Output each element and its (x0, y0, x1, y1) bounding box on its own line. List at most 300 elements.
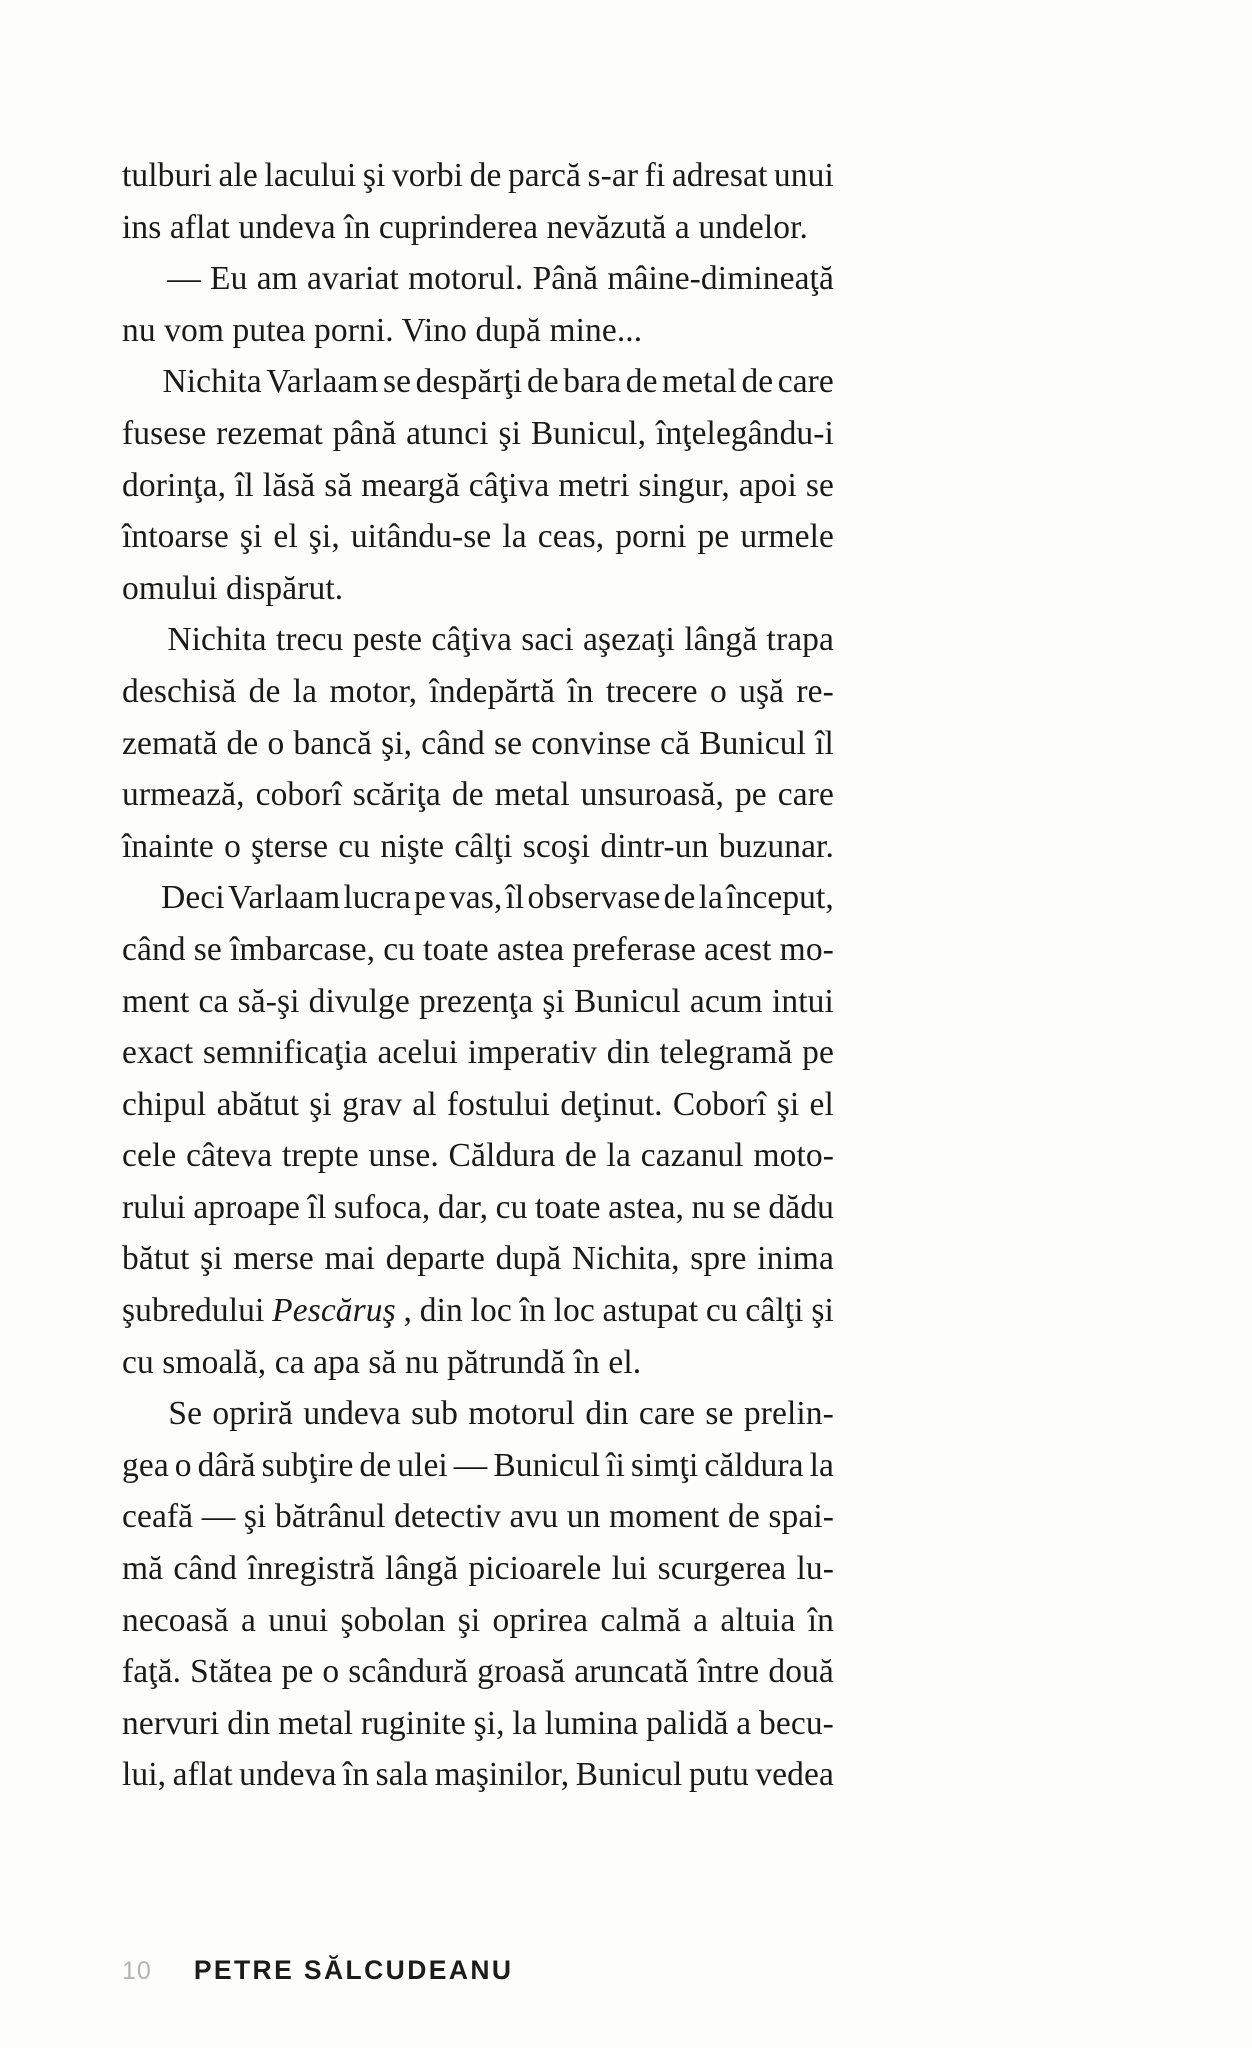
paragraph-indent (122, 872, 158, 924)
word: şi, (308, 518, 340, 556)
word: trapa (766, 621, 834, 659)
word: bancă (293, 724, 373, 762)
word: fi (644, 157, 666, 194)
text-line (122, 872, 834, 924)
word: am (256, 260, 298, 298)
word: a (693, 1601, 709, 1639)
word: urmele (740, 518, 834, 556)
word: mâine-dimineaţă (607, 260, 834, 298)
word: uitându-se (350, 518, 492, 556)
word: de (526, 363, 559, 401)
word: de (469, 157, 502, 194)
word: de (625, 363, 658, 401)
word: spai- (768, 1498, 834, 1536)
word: el (273, 518, 298, 556)
word: căldura (704, 1446, 804, 1484)
word: dintr-un (600, 827, 709, 865)
word: nişte (380, 827, 445, 865)
word: nu (691, 1188, 726, 1226)
word: la (502, 518, 527, 556)
text-line (122, 821, 834, 873)
text-line (122, 150, 834, 202)
word: undeva (239, 1756, 337, 1794)
word: metri (558, 466, 630, 504)
word: câţiva (468, 466, 550, 504)
text-line (122, 924, 834, 976)
running-head-author: PETRE SĂLCUDEANU (193, 1955, 514, 1985)
word: deţinut. (560, 1085, 663, 1123)
word: de (741, 363, 774, 401)
word: se (493, 724, 523, 762)
word: şi, (473, 1704, 505, 1742)
word: o (174, 1446, 192, 1484)
text-line (122, 1646, 834, 1698)
word: şi (239, 518, 263, 556)
word: vas, (448, 879, 503, 917)
word: când (421, 724, 485, 762)
word: când (122, 930, 186, 968)
word: îl (235, 466, 254, 504)
word: de (663, 879, 696, 917)
word: Bunicul (575, 1756, 683, 1794)
word: aflat (172, 1756, 233, 1794)
word: fostului (446, 1085, 551, 1123)
word: şi (457, 1601, 481, 1639)
word: şi, (381, 724, 413, 762)
page-footer (122, 1955, 513, 1986)
word: sufoca, (333, 1188, 431, 1226)
word: şi (498, 414, 521, 452)
word: îi (606, 1446, 625, 1484)
word: pe (802, 1034, 834, 1072)
text-line (122, 769, 834, 821)
word: undeva (303, 1395, 401, 1433)
text-line (122, 614, 834, 666)
word: şi (776, 1085, 800, 1123)
word: avariat (307, 260, 399, 298)
word: să-şi (237, 982, 300, 1020)
word: sala (375, 1756, 429, 1794)
word: mo- (779, 930, 834, 968)
word: care (638, 1395, 696, 1433)
word: ceafă (122, 1498, 194, 1536)
text-line: ins aflat undeva în cuprinderea nevăzută a undelor. (122, 208, 808, 246)
word: şubredului (122, 1292, 265, 1330)
word: că (660, 724, 691, 762)
word: câţiva (431, 621, 512, 659)
word: când (173, 1550, 238, 1588)
word: un (566, 1498, 601, 1536)
word: Nichita, (571, 1240, 680, 1278)
text-line (122, 511, 834, 563)
text-line (122, 408, 834, 460)
text-line (122, 1491, 834, 1543)
word: să (324, 466, 353, 504)
word: înregistră (247, 1550, 375, 1588)
word: observase (527, 879, 661, 917)
text-line (122, 1698, 834, 1750)
word: toate (423, 930, 489, 968)
word: prelin- (743, 1395, 834, 1433)
word: Nichita (167, 621, 267, 659)
word: Deci (161, 879, 225, 917)
word: aproape (193, 1188, 301, 1226)
text-line (122, 1440, 834, 1492)
word: atunci (406, 414, 489, 452)
word: de (248, 672, 281, 710)
word: palidă (646, 1704, 729, 1742)
word: din (227, 1704, 271, 1742)
word: înainte (122, 827, 214, 865)
text-line (122, 718, 834, 770)
word: grav (342, 1085, 403, 1123)
word: ulei (397, 1446, 448, 1484)
word: a (736, 1704, 752, 1742)
paragraph-indent (122, 1388, 158, 1440)
word: la (809, 1446, 834, 1484)
word: motor, (329, 672, 418, 710)
word: fusese (122, 414, 207, 452)
word: îmbarcase, (229, 930, 376, 968)
word: scurgerea (657, 1550, 787, 1588)
text-line (122, 666, 834, 718)
word: urmează, (122, 776, 245, 814)
word: scândură (348, 1653, 469, 1691)
word: şi (243, 1498, 267, 1536)
word: mai (324, 1240, 376, 1278)
word: chipul (122, 1085, 207, 1123)
word: din (419, 1292, 463, 1330)
word: telegramă (659, 1034, 793, 1072)
word: oprirea (492, 1601, 589, 1639)
word: simţi (630, 1446, 699, 1484)
word: şi (362, 157, 386, 194)
word: câlţi (745, 1292, 804, 1330)
italic-title (272, 1285, 396, 1337)
word: singur, (638, 466, 730, 504)
word: de (727, 1498, 760, 1536)
word: metal (278, 1704, 354, 1742)
word: o (224, 827, 241, 865)
word: în (567, 672, 594, 710)
word: vorbi (391, 157, 464, 194)
text-line (122, 1182, 834, 1234)
paragraph-indent (122, 253, 158, 305)
word: dădu (768, 1188, 834, 1226)
word: care (777, 776, 834, 814)
word: lăsă (262, 466, 316, 504)
word: sub (411, 1395, 458, 1433)
word: divulge (308, 982, 410, 1020)
word: motorul (468, 1395, 576, 1433)
text-line (122, 1233, 834, 1285)
word: la (292, 672, 318, 710)
word: lui, (122, 1756, 167, 1794)
word: dâră (197, 1446, 256, 1484)
text-line (122, 976, 834, 1028)
word: tulburi (122, 157, 213, 194)
word: scăriţa (352, 776, 441, 814)
word: necoasă (122, 1601, 229, 1639)
word: şi (542, 982, 565, 1020)
word: bătut (122, 1240, 190, 1278)
paragraph-indent (122, 614, 158, 666)
word: unse. (368, 1137, 439, 1175)
word: moto- (753, 1137, 834, 1175)
word: între (697, 1653, 760, 1691)
word: ca (198, 982, 229, 1020)
word: şi (200, 1240, 223, 1278)
text-line (122, 1285, 834, 1337)
word: unsuroasă, (580, 776, 724, 814)
word: loc (470, 1292, 512, 1330)
word: calmă (600, 1601, 681, 1639)
word: acest (704, 930, 772, 968)
text-line (122, 356, 834, 408)
word: la (606, 1137, 631, 1175)
word: Coborî (672, 1085, 767, 1123)
word: merse (233, 1240, 314, 1278)
word: Bunicul, (530, 414, 647, 452)
word: aruncată (574, 1653, 689, 1691)
word: a (241, 1601, 256, 1639)
word: dorinţa, (122, 466, 227, 504)
word: astea (496, 930, 565, 968)
word: întoarse (122, 518, 229, 556)
word: cu (495, 1188, 528, 1226)
word: spre (690, 1240, 747, 1278)
word: după (495, 1240, 562, 1278)
word: abătut (216, 1085, 300, 1123)
text-line (122, 1079, 834, 1131)
text-line (122, 1388, 834, 1440)
word: din (606, 1034, 650, 1072)
word: Varlaam (266, 363, 379, 401)
word: lumina (544, 1704, 639, 1742)
word: uşă (739, 672, 785, 710)
word: Bunicul (573, 982, 681, 1020)
word: îl (505, 879, 525, 917)
word: — (453, 1446, 488, 1484)
text-line (122, 1595, 834, 1647)
word: Căldura (448, 1137, 556, 1175)
word: s-ar (587, 157, 639, 194)
word: maşinilor, (434, 1756, 570, 1794)
word: coborî (255, 776, 342, 814)
folio-page-number: 10 (122, 1957, 152, 1985)
word: se (805, 466, 834, 504)
word: lacului (264, 157, 357, 194)
word: la (512, 1704, 537, 1742)
word: cu (383, 930, 416, 968)
word: lu- (796, 1550, 834, 1588)
word: de (451, 776, 484, 814)
word: rezemat (216, 414, 323, 452)
word: deschisă (122, 672, 237, 710)
word: până (332, 414, 397, 452)
word: vedea (755, 1756, 834, 1794)
word: peste (352, 621, 423, 659)
word: două (768, 1653, 834, 1691)
word: Bunicul (699, 724, 806, 762)
word: început, (726, 879, 834, 917)
word: departe (385, 1240, 485, 1278)
text-line (122, 1027, 834, 1079)
word: avu (509, 1498, 559, 1536)
word: adresat (671, 157, 768, 194)
word: meargă (361, 466, 460, 504)
word: trecu (275, 621, 344, 659)
word: se (705, 1395, 734, 1433)
word: ment (122, 982, 190, 1020)
word: Stătea (190, 1653, 273, 1691)
word: gea (122, 1446, 169, 1484)
word: în (519, 1292, 546, 1330)
word: de (359, 1446, 392, 1484)
word: parcă (507, 157, 581, 194)
word: re- (796, 672, 834, 710)
paragraph-indent (122, 356, 158, 408)
word: despărţi (415, 363, 523, 401)
word: preferase (572, 930, 697, 968)
word: aşezaţi (583, 621, 675, 659)
word: câteva (186, 1137, 273, 1175)
word: o (267, 724, 285, 762)
word: se (732, 1188, 761, 1226)
text-line (122, 1130, 834, 1182)
word: dar, (437, 1188, 489, 1226)
word: moment (609, 1498, 720, 1536)
word: metal (662, 363, 737, 401)
text-line (122, 1543, 834, 1595)
word: şi (811, 1292, 834, 1330)
word: îl (815, 724, 834, 762)
word: acelui (377, 1034, 459, 1072)
word: opriră (212, 1395, 294, 1433)
word: câlţi (454, 827, 513, 865)
word: cele (122, 1137, 177, 1175)
word: buzunar. (718, 827, 834, 865)
word: putu (688, 1756, 749, 1794)
word: din (585, 1395, 629, 1433)
word: semnificaţia (202, 1034, 368, 1072)
word: de (226, 724, 259, 762)
word: Până (532, 260, 599, 298)
word: care (777, 363, 834, 401)
word: lângă (684, 621, 758, 659)
word: lucra (343, 879, 411, 917)
word: cu (705, 1292, 738, 1330)
word: trepte (281, 1137, 359, 1175)
word: unui (773, 157, 834, 194)
word: groasă (477, 1653, 566, 1691)
word: , (403, 1292, 413, 1330)
word: prezenţa (418, 982, 534, 1020)
word: altuia (720, 1601, 796, 1639)
word: înţelegându-i (655, 414, 834, 452)
word: el (809, 1085, 834, 1123)
word: apoi (738, 466, 797, 504)
word: metal (494, 776, 570, 814)
word: bătrânul (274, 1498, 386, 1536)
word: lângă (385, 1550, 459, 1588)
word: astea, (608, 1188, 685, 1226)
word: acum (689, 982, 763, 1020)
word: de (565, 1137, 597, 1175)
word: faţă. (122, 1653, 182, 1691)
word: şterse (251, 827, 329, 865)
italic-text: Pescăruş (272, 1292, 396, 1330)
word: becu- (759, 1704, 834, 1742)
word: pe (734, 776, 767, 814)
word: Varlaam (227, 879, 341, 917)
word: al (412, 1085, 437, 1123)
word: scoşi (522, 827, 591, 865)
word: cu (338, 827, 371, 865)
word: Bunicul (493, 1446, 601, 1484)
text-line (122, 1749, 834, 1801)
word: toate (534, 1188, 601, 1226)
word: exact (122, 1034, 194, 1072)
word: o (322, 1653, 340, 1691)
word: bara (563, 363, 622, 401)
word: îndepărtă (429, 672, 555, 710)
word: — (201, 1498, 236, 1536)
word: subţire (261, 1446, 354, 1484)
word: picioarele (468, 1550, 602, 1588)
word: Nichita (162, 363, 262, 401)
word: imperativ (467, 1034, 597, 1072)
word: ruginite (360, 1704, 466, 1742)
word: motorul. (408, 260, 524, 298)
word: pe (697, 518, 730, 556)
word: pe (413, 879, 446, 917)
word: pe (281, 1653, 314, 1691)
word: rului (122, 1188, 186, 1226)
text-line: nu vom putea porni. Vino după mine... (122, 311, 643, 349)
word: zemată (122, 724, 218, 762)
text-line: cu smoală, ca apa să nu pătrundă în el. (122, 1343, 642, 1381)
word: saci (521, 621, 574, 659)
word: şi (309, 1085, 332, 1123)
word: detectiv (394, 1498, 501, 1536)
word: intui (771, 982, 834, 1020)
word: lui (611, 1550, 648, 1588)
word: se (383, 363, 412, 401)
word: îl (307, 1188, 327, 1226)
word: ale (218, 157, 258, 194)
word: inima (757, 1240, 834, 1278)
word: astupat (602, 1292, 699, 1330)
text-line: omului dispărut. (122, 569, 344, 607)
word: la (698, 879, 723, 917)
word: unui (268, 1601, 329, 1639)
word: mă (122, 1550, 164, 1588)
word: trecere (605, 672, 698, 710)
word: ceas, (537, 518, 605, 556)
word: se (193, 930, 222, 968)
word: în (342, 1756, 370, 1794)
text-line (122, 253, 834, 305)
word: o (709, 672, 727, 710)
page-body-text (122, 150, 834, 1801)
word: loc (553, 1292, 595, 1330)
text-line (122, 460, 834, 512)
word: Eu (210, 260, 248, 298)
word: nervuri (122, 1704, 220, 1742)
word: Se (168, 1395, 203, 1433)
word: convinse (531, 724, 652, 762)
